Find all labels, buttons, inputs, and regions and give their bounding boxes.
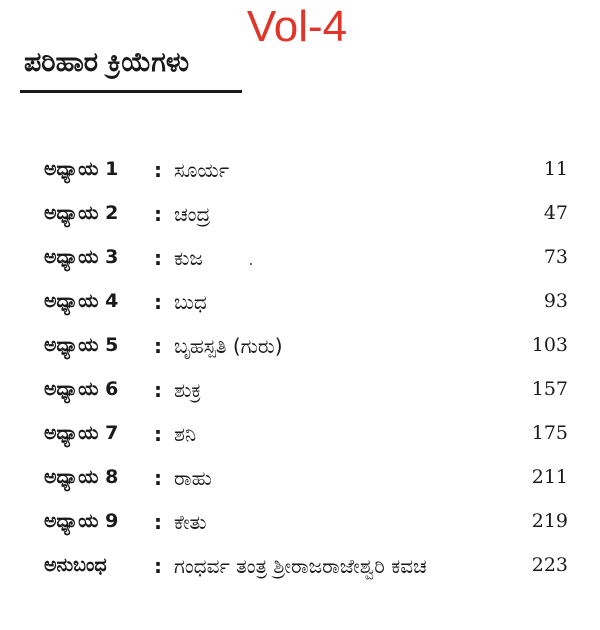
toc-entry-7[interactable] xyxy=(0,422,600,460)
page-number: 219 xyxy=(531,510,568,532)
separator-colon: : xyxy=(154,466,162,490)
page-number: 11 xyxy=(543,158,568,180)
separator-colon: : xyxy=(154,378,162,402)
chapter-label: ಅಧ್ಯಾಯ 5 xyxy=(44,334,119,356)
separator-colon: : xyxy=(154,422,162,446)
chapter-title: ಸೂರ್ಯ xyxy=(174,158,230,182)
chapter-title: ರಾಹು xyxy=(174,466,212,490)
toc-entry-3[interactable] xyxy=(0,246,600,284)
toc-entry-appendix[interactable] xyxy=(0,554,600,592)
chapter-title: ಕುಜ xyxy=(174,246,203,270)
toc-entry-1[interactable] xyxy=(0,158,600,196)
chapter-label: ಅಧ್ಯಾಯ 3 xyxy=(44,246,119,268)
chapter-label: ಅಧ್ಯಾಯ 2 xyxy=(44,202,119,224)
toc-entry-8[interactable] xyxy=(0,466,600,504)
chapter-title: ಶುಕ್ರ xyxy=(174,378,202,402)
separator-colon: : xyxy=(154,158,162,182)
separator-colon: : xyxy=(154,202,162,226)
toc-entry-6[interactable] xyxy=(0,378,600,416)
appendix-label: ಅನುಬಂಧ xyxy=(44,554,107,576)
separator-colon: : xyxy=(154,510,162,534)
separator-colon: : xyxy=(154,290,162,314)
toc-entry-4[interactable] xyxy=(0,290,600,328)
chapter-label: ಅಧ್ಯಾಯ 8 xyxy=(44,466,119,488)
page-number: 223 xyxy=(531,554,568,576)
chapter-title: ಚಂದ್ರ xyxy=(174,202,211,226)
chapter-label: ಅಧ್ಯಾಯ 7 xyxy=(44,422,119,444)
toc-entry-2[interactable] xyxy=(0,202,600,240)
separator-colon: : xyxy=(154,246,162,270)
chapter-title: ಬೃಹಸ್ಪತಿ (ಗುರು) xyxy=(174,334,283,358)
appendix-title: ಗಂಧರ್ವ ತಂತ್ರ ಶ್ರೀರಾಜರಾಜೇಶ್ವರಿ ಕವಚ xyxy=(174,554,427,578)
chapter-label: ಅಧ್ಯಾಯ 6 xyxy=(44,378,119,400)
page-number: 103 xyxy=(531,334,568,356)
chapter-label: ಅಧ್ಯಾಯ 1 xyxy=(44,158,119,180)
page-number: 73 xyxy=(543,246,568,268)
page-number: 211 xyxy=(531,466,568,488)
volume-label xyxy=(0,2,600,52)
chapter-title: ಶನಿ xyxy=(174,422,197,446)
toc-entry-9[interactable] xyxy=(0,510,600,548)
chapter-title: ಬುಧ xyxy=(174,290,207,314)
separator-colon: : xyxy=(154,554,162,578)
page-number: 93 xyxy=(543,290,568,312)
heading-underline xyxy=(20,90,242,93)
chapter-title: ಕೇತು xyxy=(174,510,207,534)
separator-colon: : xyxy=(154,334,162,358)
page-number: 47 xyxy=(543,202,568,224)
page-number: 175 xyxy=(531,422,568,444)
toc-entry-5[interactable] xyxy=(0,334,600,372)
page-number: 157 xyxy=(531,378,568,400)
volume-label-text: Vol-4 xyxy=(246,2,348,51)
chapter-label: ಅಧ್ಯಾಯ 4 xyxy=(44,290,119,312)
contents-heading: ಪರಿಹಾರ ಕ್ರಿಯೆಗಳು xyxy=(24,47,190,78)
chapter-label: ಅಧ್ಯಾಯ 9 xyxy=(44,510,119,532)
